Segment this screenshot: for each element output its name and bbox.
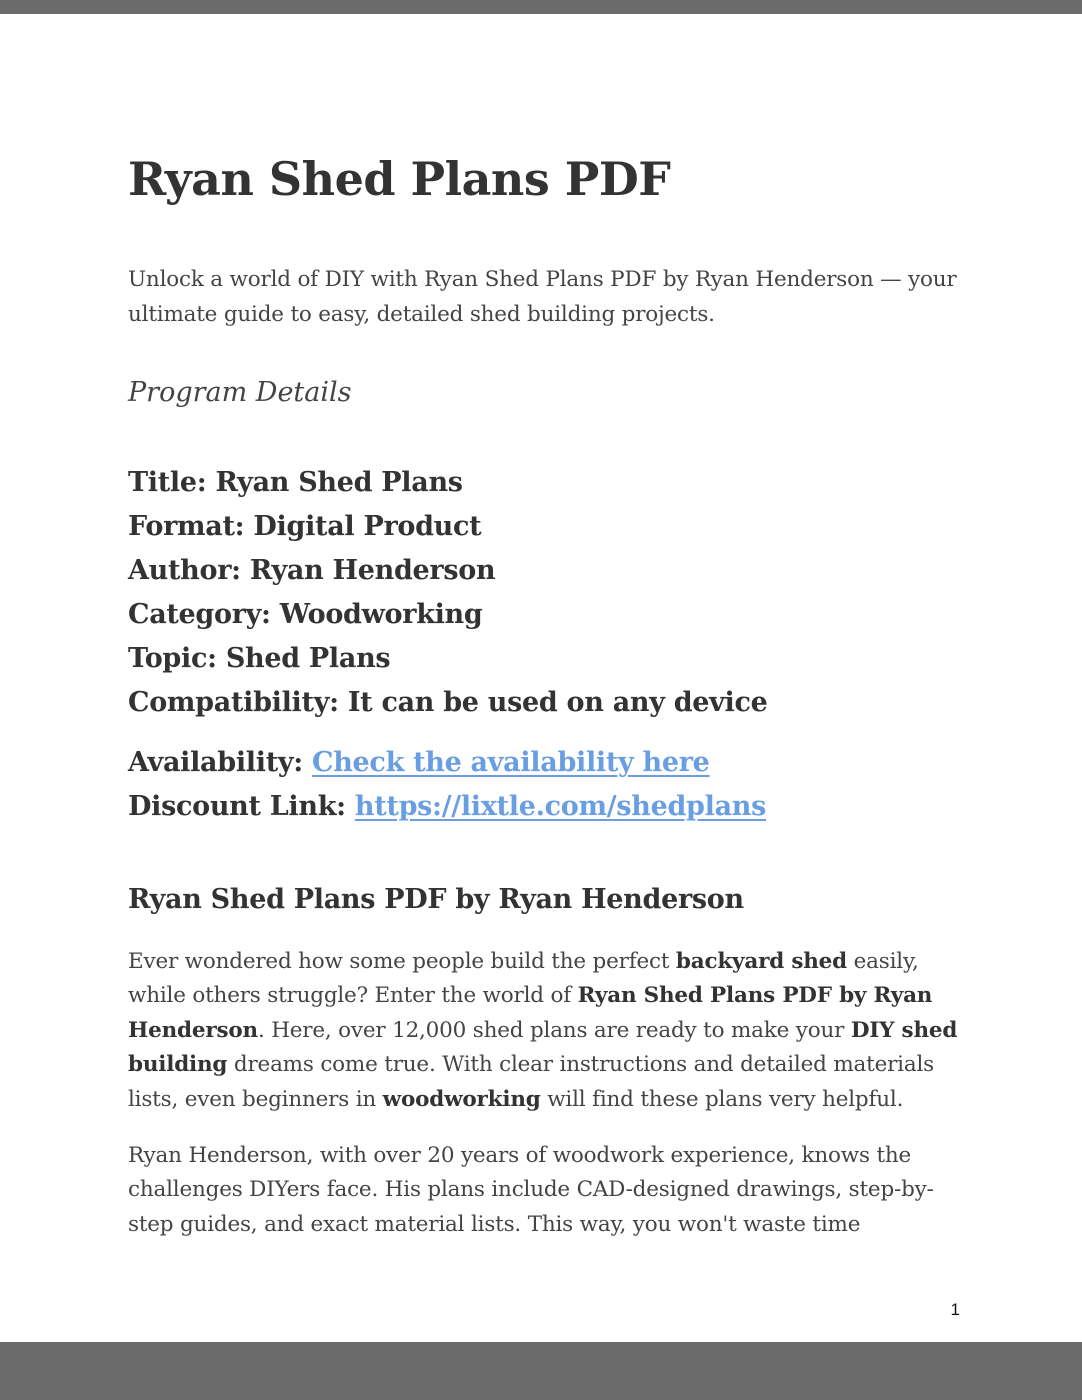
para1-bold-3: DIY shed building [128, 1017, 958, 1078]
detail-format: Format: Digital Product [128, 511, 482, 542]
discount-row [128, 785, 768, 829]
detail-category: Category: Woodworking [128, 599, 483, 630]
document-page [0, 14, 1082, 1342]
discount-label: Discount Link: [128, 791, 355, 822]
para1-text-4: dreams come true. With clear instructions and detailed materials lists, even beginners in [128, 1052, 934, 1112]
body-paragraph-2: Ryan Henderson, with over 20 years of woodwork experience, knows the challenges DIYers face. His plans include CAD-designed drawings, step-by-step guides, and exact material lists. This way, you won't waste time [128, 1143, 934, 1237]
para1-text-2: easily, while others struggle? Enter the world of [128, 949, 919, 1009]
section-heading: Ryan Shed Plans PDF by Ryan Henderson [128, 884, 744, 915]
detail-compatibility: Compatibility: It can be used on any device [128, 687, 768, 718]
page-title: Ryan Shed Plans PDF [128, 152, 671, 206]
para1-text-1: Ever wondered how some people build the perfect [128, 949, 676, 974]
program-details-list [128, 461, 768, 829]
detail-author: Author: Ryan Henderson [128, 555, 496, 586]
availability-link[interactable]: Check the availability here [312, 747, 710, 778]
para1-text-3: . Here, over 12,000 shed plans are ready to make your [257, 1017, 851, 1043]
para1-bold-4: woodworking [382, 1086, 541, 1112]
intro-paragraph: Unlock a world of DIY with Ryan Shed Plans PDF by Ryan Henderson — your ultimate guide to easy, detailed shed building projects. [128, 267, 957, 327]
section-label: Program Details [128, 377, 352, 408]
detail-title: Title: Ryan Shed Plans [128, 467, 463, 498]
para1-bold-2: Ryan Shed Plans PDF by Ryan Henderson [128, 983, 933, 1043]
availability-label: Availability: [128, 747, 313, 778]
para1-bold-1: backyard shed [675, 949, 847, 974]
discount-link[interactable]: https://lixtle.com/shedplans [354, 791, 766, 822]
page-number: 1 [950, 1300, 960, 1319]
body-paragraph-1 [128, 945, 968, 1117]
detail-topic: Topic: Shed Plans [128, 643, 391, 674]
availability-row [128, 741, 768, 785]
para1-text-5: will find these plans very helpful. [540, 1086, 904, 1112]
